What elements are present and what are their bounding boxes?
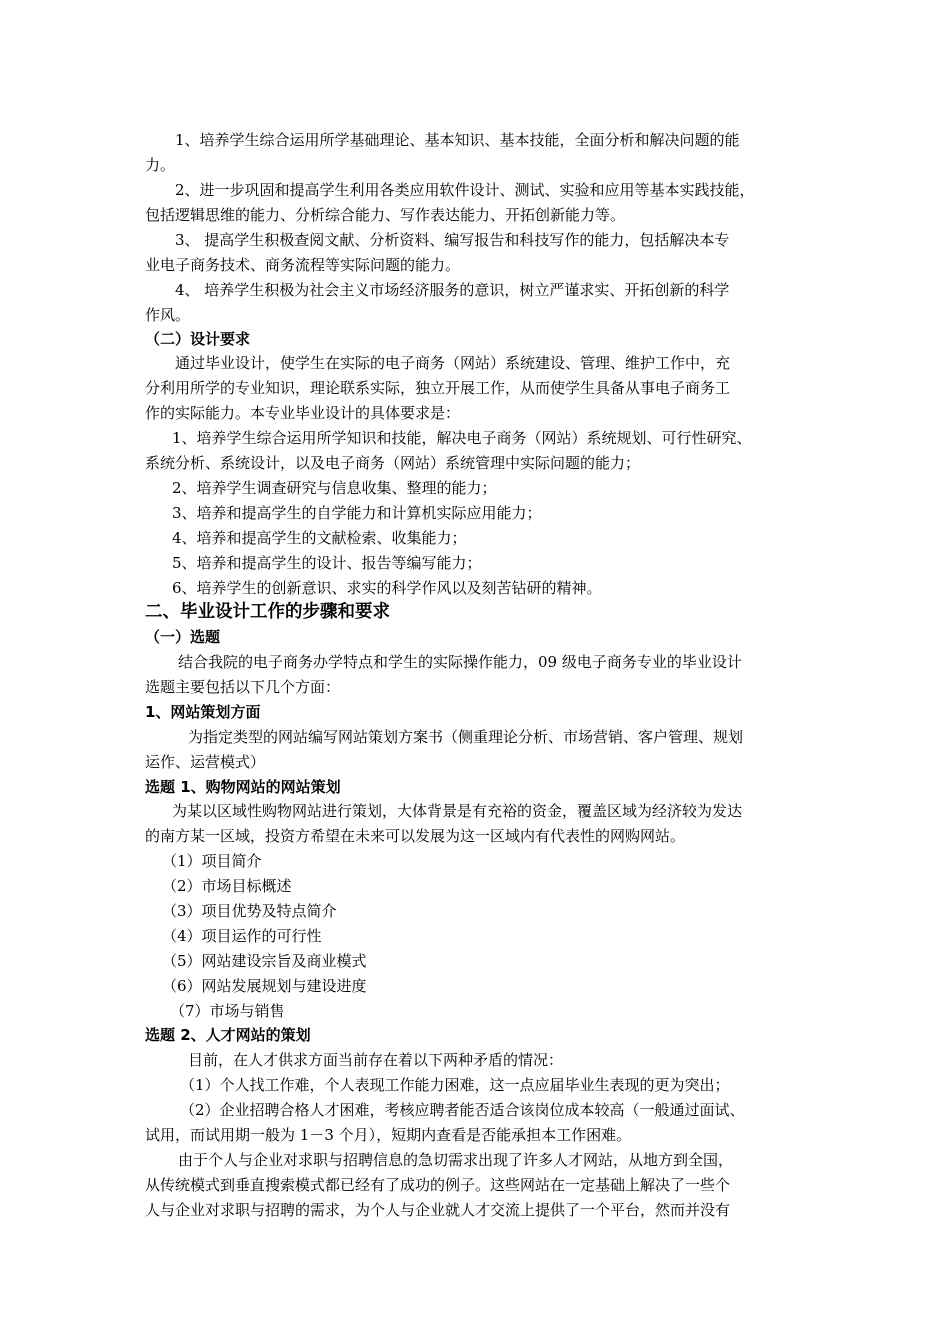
- list-item: （7）市场与销售: [170, 1002, 285, 1020]
- section-heading: （二）设计要求: [145, 330, 251, 348]
- text-line: 由于个人与企业对求职与招聘信息的急切需求出现了许多人才网站，从地方到全国，: [178, 1151, 734, 1169]
- text-line: 力。: [145, 156, 176, 174]
- list-item: （3）项目优势及特点简介: [162, 902, 337, 920]
- text-line: 选题主要包括以下几个方面：: [145, 678, 341, 696]
- list-item: （5）网站建设宗旨及商业模式: [162, 952, 367, 970]
- list-item: （4）项目运作的可行性: [162, 927, 322, 945]
- text-line: （2）企业招聘合格人才困难，考核应聘者能否适合该岗位成本较高（一般通过面试、: [180, 1101, 745, 1119]
- text-line: 人与企业对求职与招聘的需求，为个人与企业就人才交流上提供了一个平台，然而并没有: [145, 1201, 731, 1219]
- text-line: 作风。: [145, 306, 191, 324]
- text-line: 运作、运营模式）: [145, 753, 266, 771]
- text-line: 2、进一步巩固和提高学生利用各类应用软件设计、测试、实验和应用等基本实践技能，: [175, 181, 755, 199]
- text-line: 系统分析、系统设计，以及电子商务（网站）系统管理中实际问题的能力；: [145, 454, 641, 472]
- text-line: 5、培养和提高学生的设计、报告等编写能力；: [172, 554, 482, 572]
- text-line: 4、培养和提高学生的文献检索、收集能力；: [172, 529, 467, 547]
- list-item: （6）网站发展规划与建设进度: [162, 977, 367, 995]
- text-line: 1、培养学生综合运用所学基础理论、基本知识、基本技能，全面分析和解决问题的能: [175, 131, 740, 149]
- text-line: 结合我院的电子商务办学特点和学生的实际操作能力，09 级电子商务专业的毕业设计: [178, 653, 742, 671]
- text-line: 2、培养学生调查研究与信息收集、整理的能力；: [172, 479, 497, 497]
- list-item: （1）项目简介: [162, 852, 262, 870]
- text-line: 试用，而试用期一般为 1－3 个月），短期内查看是否能承担本工作困难。: [145, 1126, 632, 1144]
- topic-heading: 选题 1、购物网站的网站策划: [145, 778, 341, 796]
- text-line: 6、培养学生的创新意识、求实的科学作风以及刻苦钻研的精神。: [172, 579, 602, 597]
- text-line: 从传统模式到垂直搜索模式都已经有了成功的例子。这些网站在一定基础上解决了一些个: [145, 1176, 731, 1194]
- text-line: 目前，在人才供求方面当前存在着以下两种矛盾的情况：: [188, 1051, 564, 1069]
- chapter-heading: 二、毕业设计工作的步骤和要求: [145, 602, 390, 622]
- text-line: 3、培养和提高学生的自学能力和计算机实际应用能力；: [172, 504, 542, 522]
- text-line: 4、 培养学生积极为社会主义市场经济服务的意识，树立严谨求实、开拓创新的科学: [175, 281, 730, 299]
- text-line: 3、 提高学生积极查阅文献、分析资料、编写报告和科技写作的能力，包括解决本专: [175, 231, 730, 249]
- subsection-heading: 1、网站策划方面: [145, 703, 261, 721]
- text-line: （1）个人找工作难，个人表现工作能力困难，这一点应届毕业生表现的更为突出；: [180, 1076, 730, 1094]
- text-line: 包括逻辑思维的能力、分析综合能力、写作表达能力、开拓创新能力等。: [145, 206, 626, 224]
- text-line: 通过毕业设计，使学生在实际的电子商务（网站）系统建设、管理、维护工作中，充: [175, 354, 731, 372]
- text-line: 1、培养学生综合运用所学知识和技能，解决电子商务（网站）系统规划、可行性研究、: [172, 429, 752, 447]
- text-line: 作的实际能力。本专业毕业设计的具体要求是：: [145, 404, 461, 422]
- text-line: 分利用所学的专业知识，理论联系实际，独立开展工作，从而使学生具备从事电子商务工: [145, 379, 731, 397]
- text-line: 为指定类型的网站编写网站策划方案书（侧重理论分析、市场营销、客户管理、规划: [188, 728, 744, 746]
- list-item: （2）市场目标概述: [162, 877, 292, 895]
- section-heading: （一）选题: [145, 628, 221, 646]
- text-line: 的南方某一区域，投资方希望在未来可以发展为这一区域内有代表性的网购网站。: [145, 827, 686, 845]
- text-line: 业电子商务技术、商务流程等实际问题的能力。: [145, 256, 461, 274]
- topic-heading: 选题 2、人才网站的策划: [145, 1026, 311, 1044]
- text-line: 为某以区域性购物网站进行策划，大体背景是有充裕的资金，覆盖区域为经济较为发达: [172, 802, 743, 820]
